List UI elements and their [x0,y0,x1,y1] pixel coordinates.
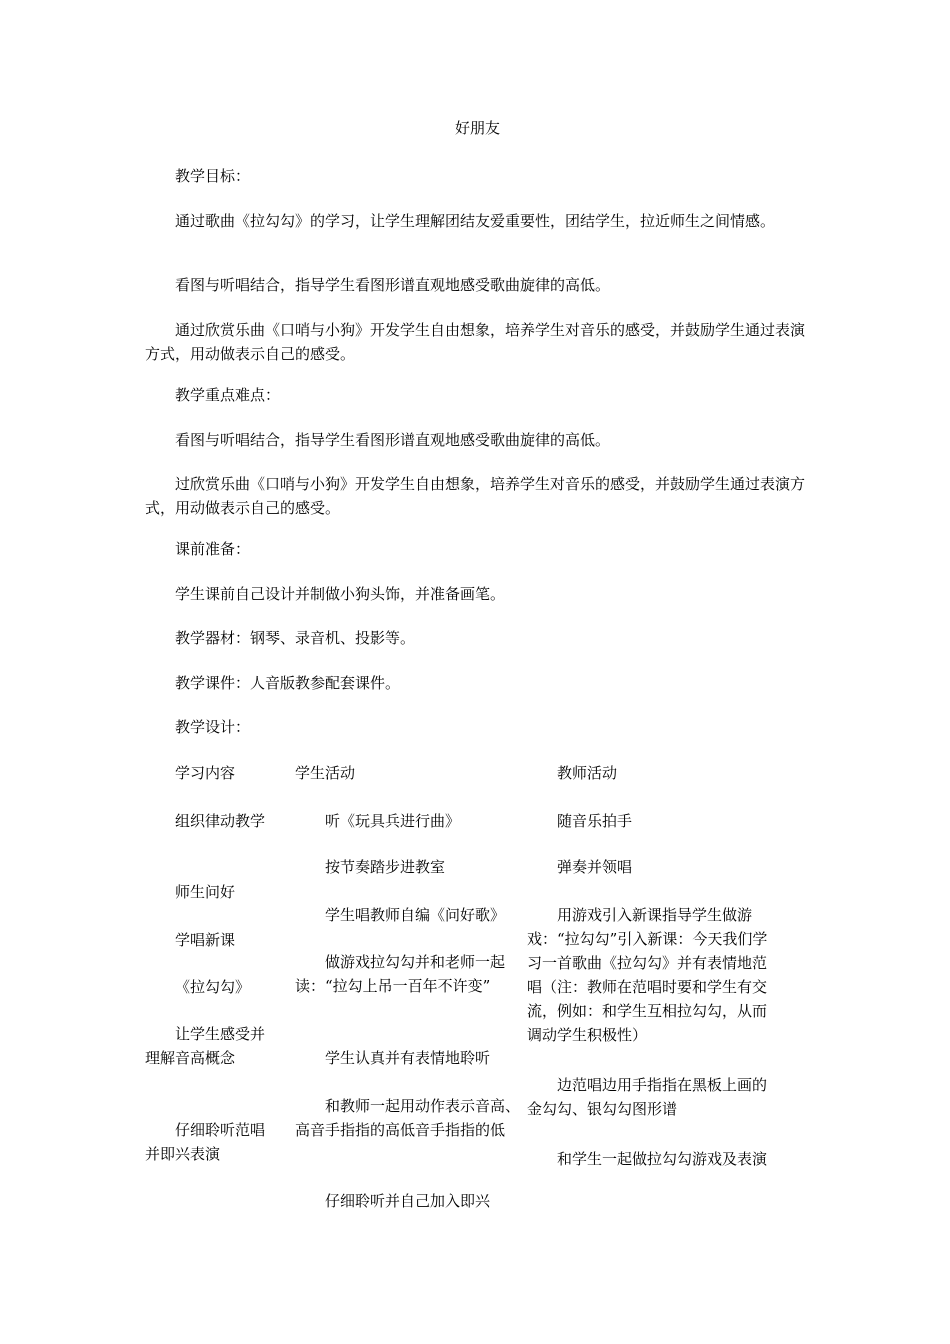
objectives-heading: 教学目标： [175,167,251,185]
teacher-activity-cell: 和学生一起做拉勾勾游戏及表演 [557,1150,768,1168]
content-cell: 《拉勾勾》 [175,978,251,996]
teacher-activity-cell: 用游戏引入新课指导学生做游戏：“拉勾勾”引入新课：今天我们学习一首歌曲《拉勾勾》并有表情地范唱（注：教师在范唱时要和学生有交流，例如：和学生互相拉勾勾，从而调动学生积极性） [527,906,768,1044]
equipment-paragraph: 教学器材：钢琴、录音机、投影等。 [175,629,416,647]
content-cell: 师生问好 [175,883,236,901]
preparation-paragraph: 学生课前自己设计并制做小狗头饰，并准备画笔。 [175,585,506,603]
teacher-activity-cell: 随音乐拍手 [557,812,633,830]
key-point-paragraph-2: 过欣赏乐曲《口哨与小狗》开发学生自由想象，培养学生对音乐的感受，并鼓励学生通过表演方式，用动做表示自己的感受。 [145,475,806,517]
student-activity-cell: 听《玩具兵进行曲》 [325,812,461,830]
document-title: 好朋友 [454,119,500,137]
key-points-heading: 教学重点难点： [175,386,281,404]
content-cell: 学唱新课 [175,931,236,949]
student-activity-cell: 按节奏踏步进教室 [325,858,446,876]
table-header-teacher: 教师活动 [557,764,618,782]
courseware-paragraph: 教学课件：人音版教参配套课件。 [175,674,401,692]
objective-paragraph-1: 通过歌曲《拉勾勾》的学习，让学生理解团结友爱重要性，团结学生，拉近师生之间情感。 [175,212,776,230]
student-activity-cell: 做游戏拉勾勾并和老师一起读：“拉勾上吊一百年不许变” [295,953,506,995]
teacher-activity-cell: 弹奏并领唱 [557,858,633,876]
table-header-student: 学生活动 [295,764,356,782]
content-cell: 仔细聆听范唱并即兴表演 [145,1121,266,1163]
preparation-heading: 课前准备： [175,540,251,558]
content-cell: 让学生感受并理解音高概念 [145,1025,266,1067]
objective-paragraph-3: 通过欣赏乐曲《口哨与小狗》开发学生自由想象，培养学生对音乐的感受，并鼓励学生通过表演方式，用动做表示自己的感受。 [145,321,806,363]
teacher-activity-cell: 边范唱边用手指指在黑板上画的金勾勾、银勾勾图形谱 [527,1076,768,1118]
student-activity-cell: 学生认真并有表情地聆听 [325,1049,491,1067]
table-header-content: 学习内容 [175,764,236,782]
key-point-paragraph-1: 看图与听唱结合，指导学生看图形谱直观地感受歌曲旋律的高低。 [175,431,611,449]
content-cell: 组织律动教学 [175,812,266,830]
objective-paragraph-2: 看图与听唱结合，指导学生看图形谱直观地感受歌曲旋律的高低。 [175,276,611,294]
student-activity-cell: 学生唱教师自编《问好歌》 [325,906,506,924]
student-activity-cell: 和教师一起用动作表示音高、高音手指指的高低音手指指的低 [295,1097,521,1139]
student-activity-cell: 仔细聆听并自己加入即兴 [325,1192,491,1210]
design-heading: 教学设计： [175,718,251,736]
